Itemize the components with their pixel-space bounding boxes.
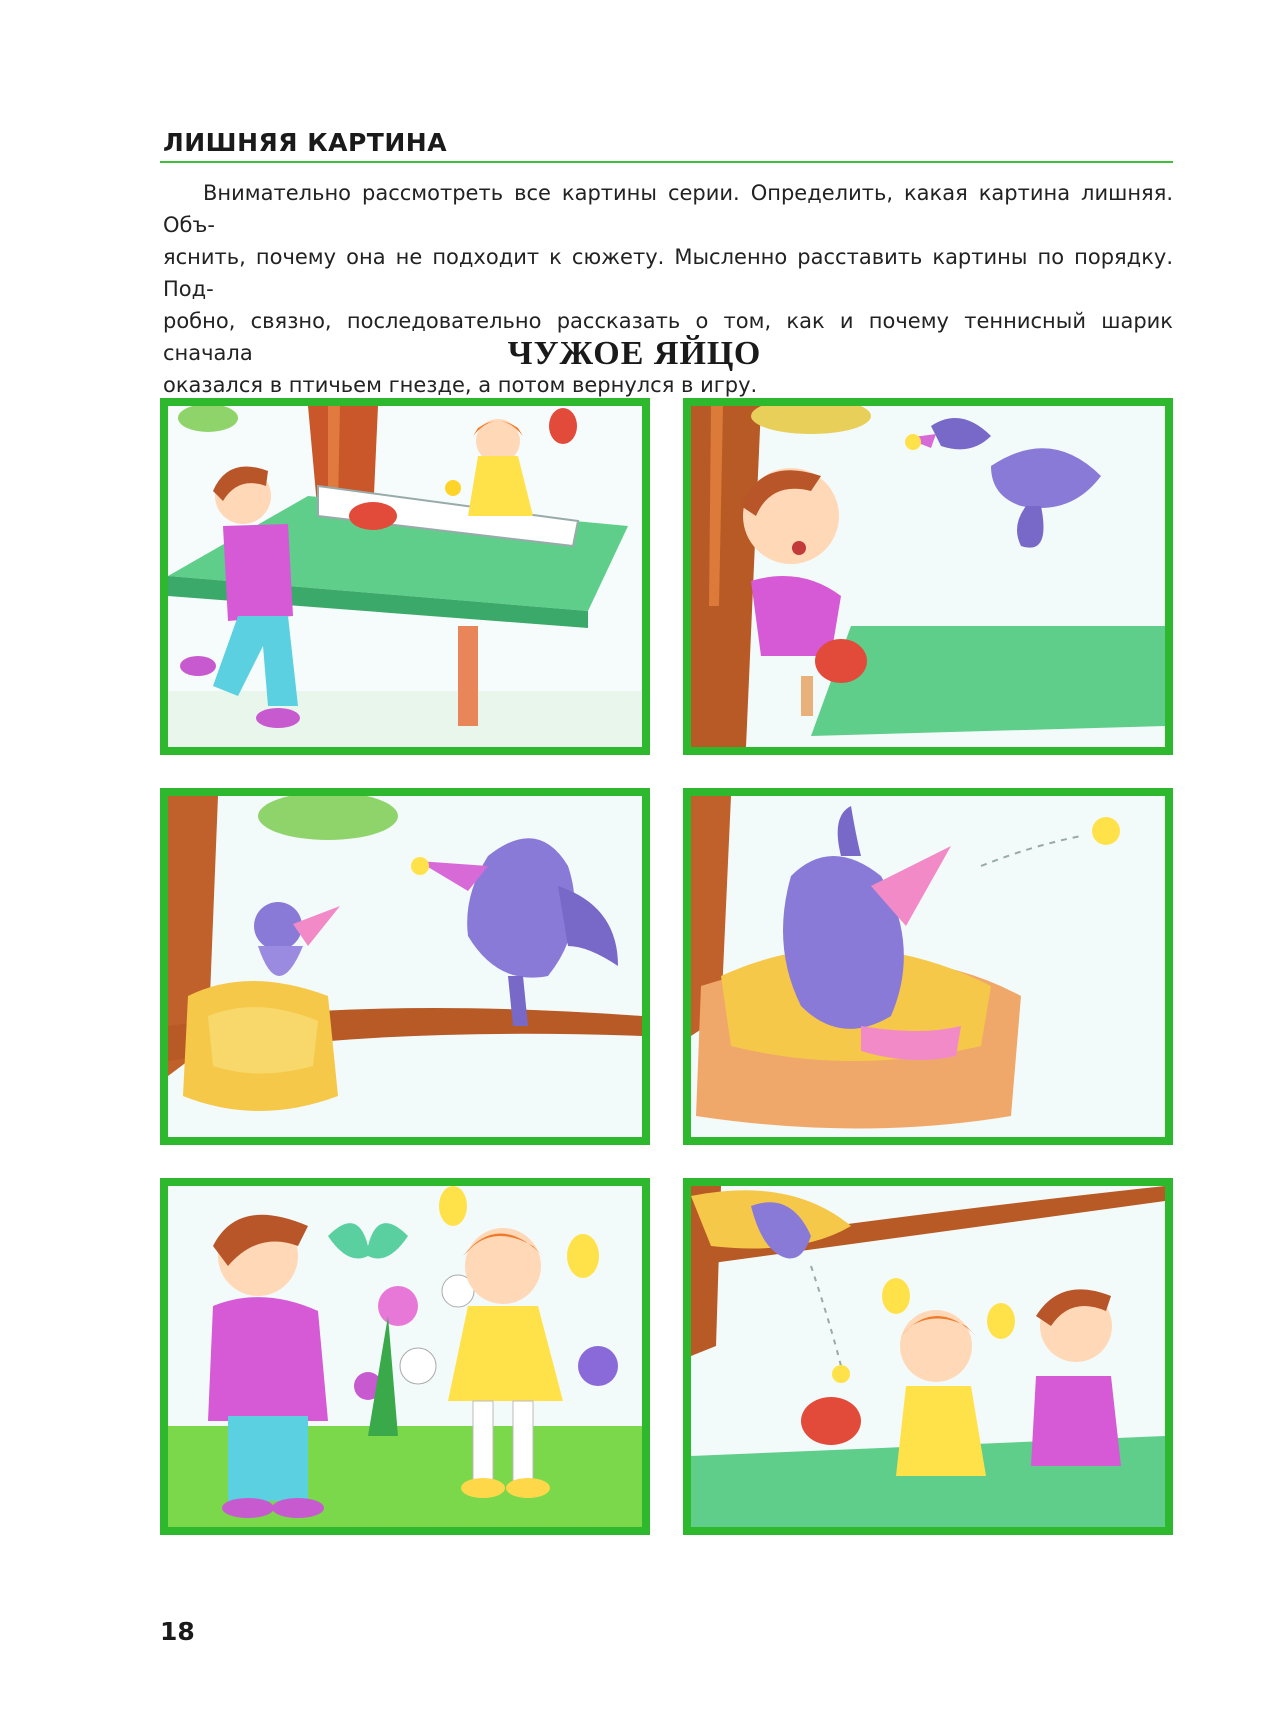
ping-pong-game-illustration	[168, 406, 642, 747]
crow-takes-ball-illustration	[691, 406, 1165, 747]
section-title: ЛИШНЯЯ КАРТИНА	[163, 128, 448, 157]
picture-panel-6	[683, 1178, 1173, 1535]
section-divider	[160, 161, 1173, 163]
instructions-line: яснить, почему она не подходит к сюжету. Мысленно расставить картины по порядку. Под-	[163, 245, 1173, 301]
picture-panel-1	[160, 398, 650, 755]
instructions-line: оказался в птичьем гнезде, а потом вернулся в игру.	[163, 373, 758, 397]
ball-returns-to-game-illustration	[691, 1186, 1165, 1527]
instructions-line: робно, связно, последовательно рассказать о том, как и почему теннисный шарик сначала	[163, 309, 1173, 365]
picture-panel-3	[160, 788, 650, 1145]
story-title: ЧУЖОЕ ЯЙЦО	[507, 335, 762, 372]
instructions-line: Внимательно рассмотреть все картины серии. Определить, какая картина лишняя. Объ-	[163, 181, 1173, 237]
picture-panel-2	[683, 398, 1173, 755]
children-with-flowers-illustration	[168, 1186, 642, 1527]
picture-panel-4	[683, 788, 1173, 1145]
chick-throws-ball-illustration	[691, 796, 1165, 1137]
crow-feeds-chick-illustration	[168, 796, 642, 1137]
picture-panel-5	[160, 1178, 650, 1535]
page-number: 18	[160, 1617, 195, 1646]
